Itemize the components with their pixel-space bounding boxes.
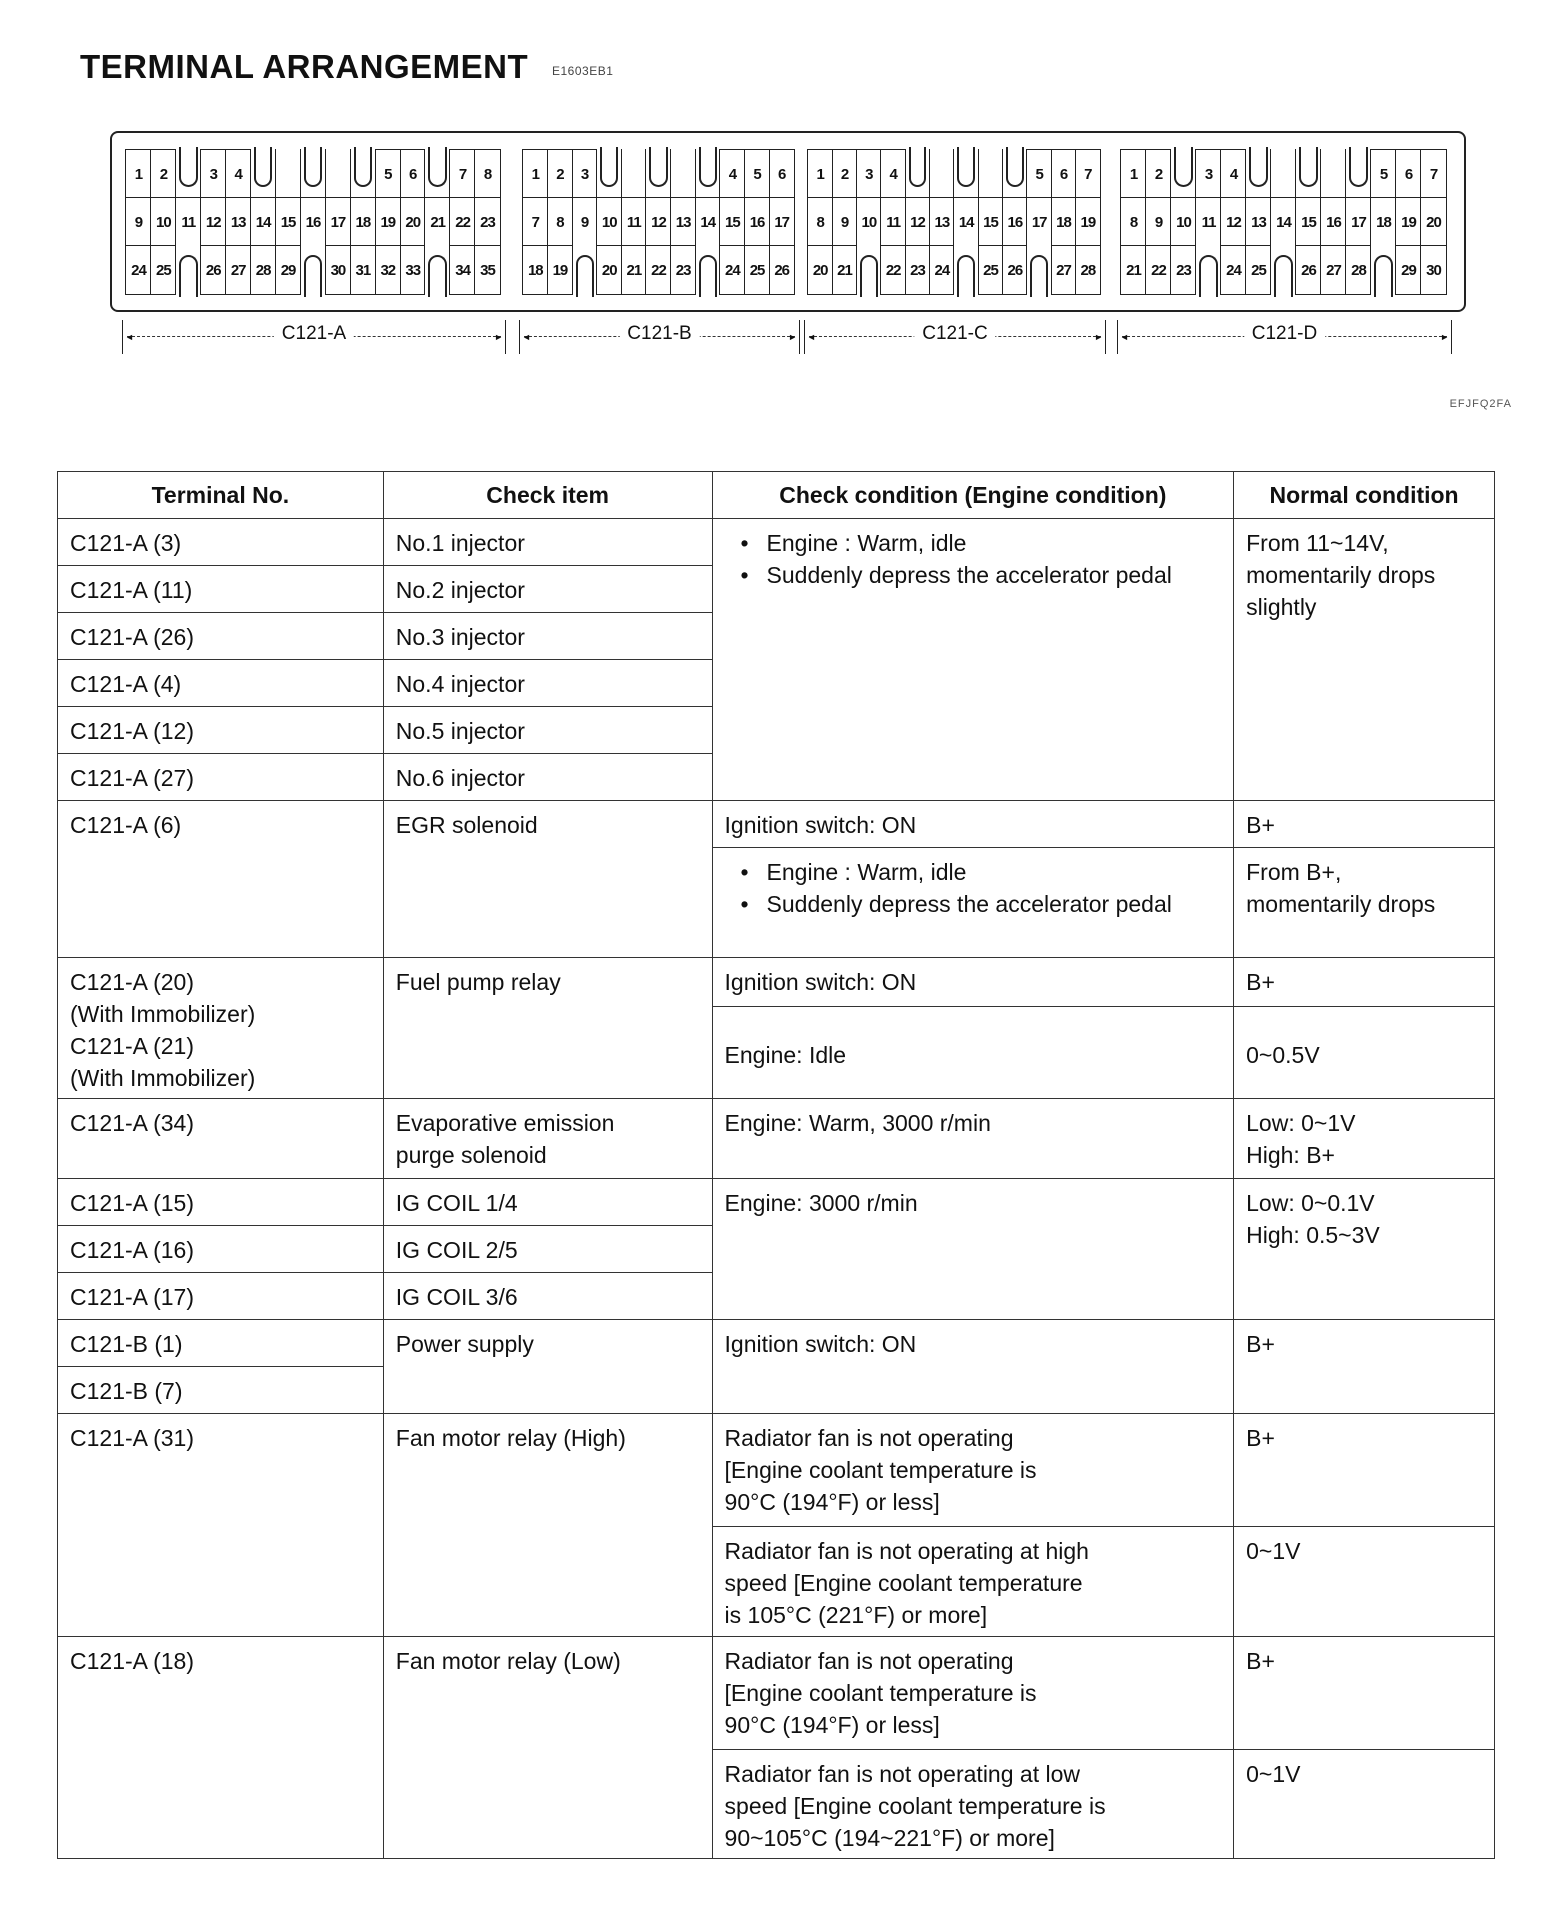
terminal-pin: 8 [807, 197, 833, 247]
table-cell: C121-A (34) [58, 1099, 384, 1179]
table-cell: C121-A (15) [58, 1179, 384, 1226]
blank-cavity [621, 149, 647, 199]
terminal-pin: 22 [645, 245, 671, 295]
table-cell: C121-A (16) [58, 1226, 384, 1273]
table-cell: C121-A (31) [58, 1414, 384, 1637]
connector-c121-a [126, 150, 500, 294]
terminal-pin: 23 [670, 245, 696, 295]
terminal-pin: 7 [1075, 149, 1101, 199]
table-cell: Radiator fan is not operating at high speed [Engine coolant temperature is 105°C (221°F) or more] [712, 1527, 1234, 1637]
key-notch [953, 245, 979, 295]
connector-c121-d [1121, 150, 1446, 294]
table-row [58, 1414, 1495, 1527]
terminal-pin: 15 [275, 197, 301, 247]
terminal-pin: 3 [1195, 149, 1222, 199]
column-header: Check condition (Engine condition) [712, 472, 1234, 519]
table-cell: EGR solenoid [383, 801, 712, 958]
key-notch [250, 149, 276, 199]
key-notch [695, 149, 721, 199]
terminal-pin: 2 [832, 149, 858, 199]
terminal-pin: 21 [621, 245, 647, 295]
terminal-pin: 5 [1370, 149, 1397, 199]
key-notch [1245, 149, 1272, 199]
table-cell: No.4 injector [383, 660, 712, 707]
table-cell: C121-A (27) [58, 754, 384, 801]
terminal-pin: 2 [547, 149, 573, 199]
connector-c121-c [808, 150, 1100, 294]
table-cell: Low: 0~0.1V High: 0.5~3V [1234, 1179, 1495, 1320]
terminal-pin: 6 [400, 149, 426, 199]
figure-code: EFJFQ2FA [1449, 398, 1512, 410]
connector-span-label: ◄ ► C121-A [122, 320, 506, 354]
terminal-pin: 7 [1420, 149, 1447, 199]
terminal-pin: 2 [150, 149, 176, 199]
terminal-pin: 28 [250, 245, 276, 295]
connector-name: C121-C [914, 323, 995, 345]
connector-c121-b [523, 150, 794, 294]
terminal-pin: 4 [1220, 149, 1247, 199]
terminal-pin: 13 [929, 197, 955, 247]
key-notch [572, 245, 598, 295]
key-notch [175, 149, 201, 199]
terminal-pin: 12 [200, 197, 226, 247]
table-cell: Fuel pump relay [383, 958, 712, 1099]
terminal-pin: 3 [200, 149, 226, 199]
key-notch [856, 245, 882, 295]
terminal-pin: 8 [1120, 197, 1147, 247]
connector-span-label: ◄ ► C121-C [804, 320, 1106, 354]
terminal-pin: 1 [807, 149, 833, 199]
terminal-pin: 12 [905, 197, 931, 247]
table-row [58, 801, 1495, 848]
table-cell: Fan motor relay (High) [383, 1414, 712, 1637]
table-cell: Engine: 3000 r/min [712, 1179, 1234, 1320]
table-cell: No.2 injector [383, 566, 712, 613]
table-cell: Radiator fan is not operating [Engine coolant temperature is 90°C (194°F) or less] [712, 1637, 1234, 1750]
terminal-pin: 17 [325, 197, 351, 247]
bullet-item: • Suddenly depress the accelerator pedal [767, 559, 1222, 591]
table-cell: IG COIL 3/6 [383, 1273, 712, 1320]
terminal-pin: 23 [1170, 245, 1197, 295]
key-notch [300, 149, 326, 199]
table-cell: IG COIL 1/4 [383, 1179, 712, 1226]
table-cell: Low: 0~1V High: B+ [1234, 1099, 1495, 1179]
key-notch [695, 245, 721, 295]
terminal-pin: 23 [474, 197, 500, 247]
terminal-pin: 22 [880, 245, 906, 295]
terminal-pin: 16 [300, 197, 326, 247]
table-row [58, 1320, 1495, 1367]
terminal-pin: 1 [125, 149, 151, 199]
terminal-pin: 28 [1345, 245, 1372, 295]
key-notch [350, 149, 376, 199]
table-cell: C121-A (11) [58, 566, 384, 613]
table-row [58, 1179, 1495, 1226]
section-code: E1603EB1 [552, 64, 614, 78]
section-title: TERMINAL ARRANGEMENT [80, 48, 529, 85]
terminal-pin: 32 [375, 245, 401, 295]
table-cell: Power supply [383, 1320, 712, 1414]
connector-name: C121-B [619, 323, 699, 345]
terminal-pin: 25 [150, 245, 176, 295]
table-cell: B+ [1234, 958, 1495, 1007]
terminal-pin: 14 [695, 197, 721, 247]
terminal-pin: 18 [1051, 197, 1077, 247]
terminal-pin: 7 [449, 149, 475, 199]
blank-cavity [978, 149, 1004, 199]
terminal-pin: 18 [1370, 197, 1397, 247]
key-notch [1002, 149, 1028, 199]
connector-name: C121-D [1244, 323, 1325, 345]
key-notch [175, 245, 201, 295]
table-cell: Engine: Idle [712, 1007, 1234, 1099]
table-cell: C121-A (18) [58, 1637, 384, 1859]
terminal-pin: 23 [905, 245, 931, 295]
table-cell: 0~1V [1234, 1750, 1495, 1859]
table-cell: No.5 injector [383, 707, 712, 754]
table-cell: C121-A (12) [58, 707, 384, 754]
terminal-pin: 33 [400, 245, 426, 295]
table-cell [712, 848, 1234, 958]
table-cell: B+ [1234, 1637, 1495, 1750]
table-row [58, 958, 1495, 1007]
terminal-pin: 3 [572, 149, 598, 199]
table-cell: C121-B (7) [58, 1367, 384, 1414]
terminal-pin: 16 [1002, 197, 1028, 247]
table-cell: C121-A (6) [58, 801, 384, 958]
terminal-pin: 9 [572, 197, 598, 247]
blank-cavity [929, 149, 955, 199]
column-header: Check item [383, 472, 712, 519]
table-cell: Radiator fan is not operating at low speed [Engine coolant temperature is 90~105°C (194~221°F) or more] [712, 1750, 1234, 1859]
terminal-pin: 17 [1345, 197, 1372, 247]
terminal-pin: 21 [424, 197, 450, 247]
terminal-pin: 10 [1170, 197, 1197, 247]
terminal-pin: 31 [350, 245, 376, 295]
key-notch [1370, 245, 1397, 295]
terminal-pin: 14 [1270, 197, 1297, 247]
terminal-pin: 21 [832, 245, 858, 295]
key-notch [424, 149, 450, 199]
terminal-pin: 4 [880, 149, 906, 199]
terminal-pin: 4 [719, 149, 745, 199]
terminal-pin: 25 [744, 245, 770, 295]
terminal-pin: 26 [1295, 245, 1322, 295]
bullet-list [725, 856, 1222, 920]
table-cell: C121-A (4) [58, 660, 384, 707]
terminal-pin: 29 [1395, 245, 1422, 295]
terminal-pin: 5 [1026, 149, 1052, 199]
table-cell: C121-A (17) [58, 1273, 384, 1320]
key-notch [1170, 149, 1197, 199]
table-cell: C121-B (1) [58, 1320, 384, 1367]
terminal-pin: 29 [275, 245, 301, 295]
table-cell: C121-A (26) [58, 613, 384, 660]
terminal-pin: 24 [719, 245, 745, 295]
terminal-pin: 14 [953, 197, 979, 247]
table-cell: C121-A (3) [58, 519, 384, 566]
terminal-pin: 3 [856, 149, 882, 199]
table-cell [712, 519, 1234, 801]
terminal-pin: 13 [225, 197, 251, 247]
terminal-pin: 24 [929, 245, 955, 295]
terminal-pin: 25 [978, 245, 1004, 295]
terminal-pin: 16 [1320, 197, 1347, 247]
terminal-pin: 18 [522, 245, 548, 295]
key-notch [953, 149, 979, 199]
terminal-pin: 16 [744, 197, 770, 247]
column-header: Terminal No. [58, 472, 384, 519]
table-cell: 0~1V [1234, 1527, 1495, 1637]
terminal-pin: 9 [125, 197, 151, 247]
table-cell: No.3 injector [383, 613, 712, 660]
terminal-pin: 8 [474, 149, 500, 199]
connector-span-label: ◄ ► C121-D [1117, 320, 1452, 354]
terminal-pin: 7 [522, 197, 548, 247]
table-cell: Ignition switch: ON [712, 958, 1234, 1007]
terminal-pin: 20 [1420, 197, 1447, 247]
terminal-pin: 17 [1026, 197, 1052, 247]
terminal-pin: 19 [547, 245, 573, 295]
terminal-pin: 1 [522, 149, 548, 199]
key-notch [424, 245, 450, 295]
table-cell: B+ [1234, 801, 1495, 848]
terminal-pin: 11 [175, 197, 201, 247]
terminal-pin: 19 [1395, 197, 1422, 247]
table-header-row [58, 472, 1495, 519]
terminal-pin: 22 [449, 197, 475, 247]
terminal-pin: 26 [200, 245, 226, 295]
terminal-pin: 34 [449, 245, 475, 295]
terminal-pin: 13 [670, 197, 696, 247]
terminal-pin: 1 [1120, 149, 1147, 199]
key-notch [1345, 149, 1372, 199]
terminal-pin: 4 [225, 149, 251, 199]
terminal-check-table [57, 471, 1495, 1859]
terminal-pin: 27 [1320, 245, 1347, 295]
table-cell: 0~0.5V [1234, 1007, 1495, 1099]
terminal-pin: 15 [978, 197, 1004, 247]
terminal-pin: 6 [769, 149, 795, 199]
table-row [58, 1637, 1495, 1750]
key-notch [596, 149, 622, 199]
table-cell: Fan motor relay (Low) [383, 1637, 712, 1859]
terminal-pin: 21 [1120, 245, 1147, 295]
key-notch [1270, 245, 1297, 295]
table-cell: B+ [1234, 1414, 1495, 1527]
table-cell: No.6 injector [383, 754, 712, 801]
terminal-pin: 10 [856, 197, 882, 247]
terminal-pin: 8 [547, 197, 573, 247]
blank-cavity [325, 149, 351, 199]
bullet-item: • Engine : Warm, idle [767, 527, 1222, 559]
terminal-pin: 18 [350, 197, 376, 247]
terminal-pin: 12 [1220, 197, 1247, 247]
terminal-pin: 11 [621, 197, 647, 247]
connector-name: C121-A [274, 323, 354, 345]
terminal-pin: 10 [596, 197, 622, 247]
terminal-pin: 20 [807, 245, 833, 295]
connector-span-label: ◄ ► C121-B [519, 320, 800, 354]
key-notch [645, 149, 671, 199]
key-notch [300, 245, 326, 295]
terminal-pin: 5 [375, 149, 401, 199]
terminal-pin: 26 [769, 245, 795, 295]
table-cell: Evaporative emission purge solenoid [383, 1099, 712, 1179]
terminal-pin: 2 [1145, 149, 1172, 199]
table-cell: B+ [1234, 1320, 1495, 1414]
blank-cavity [1270, 149, 1297, 199]
blank-cavity [275, 149, 301, 199]
terminal-pin: 35 [474, 245, 500, 295]
table-cell: Ignition switch: ON [712, 1320, 1234, 1414]
blank-cavity [1320, 149, 1347, 199]
table-cell: Radiator fan is not operating [Engine coolant temperature is 90°C (194°F) or less] [712, 1414, 1234, 1527]
terminal-pin: 20 [400, 197, 426, 247]
table-cell: Ignition switch: ON [712, 801, 1234, 848]
key-notch [1195, 245, 1222, 295]
terminal-pin: 12 [645, 197, 671, 247]
key-notch [1026, 245, 1052, 295]
terminal-pin: 22 [1145, 245, 1172, 295]
terminal-pin: 19 [1075, 197, 1101, 247]
bullet-item: • Suddenly depress the accelerator pedal [767, 888, 1222, 920]
terminal-pin: 9 [1145, 197, 1172, 247]
terminal-pin: 15 [1295, 197, 1322, 247]
blank-cavity [670, 149, 696, 199]
terminal-pin: 6 [1395, 149, 1422, 199]
terminal-pin: 19 [375, 197, 401, 247]
terminal-pin: 11 [880, 197, 906, 247]
terminal-pin: 10 [150, 197, 176, 247]
terminal-pin: 14 [250, 197, 276, 247]
bullet-list [725, 527, 1222, 591]
terminal-pin: 25 [1245, 245, 1272, 295]
terminal-pin: 6 [1051, 149, 1077, 199]
table-cell: Engine: Warm, 3000 r/min [712, 1099, 1234, 1179]
terminal-pin: 26 [1002, 245, 1028, 295]
table-cell: No.1 injector [383, 519, 712, 566]
terminal-pin: 30 [1420, 245, 1447, 295]
terminal-pin: 30 [325, 245, 351, 295]
terminal-pin: 20 [596, 245, 622, 295]
terminal-pin: 9 [832, 197, 858, 247]
table-cell: C121-A (20) (With Immobilizer) C121-A (21) (With Immobilizer) [58, 958, 384, 1099]
terminal-pin: 24 [1220, 245, 1247, 295]
table-cell: From 11~14V, momentarily drops slightly [1234, 519, 1495, 801]
table-row [58, 519, 1495, 566]
terminal-pin: 11 [1195, 197, 1222, 247]
key-notch [905, 149, 931, 199]
table-cell: From B+, momentarily drops [1234, 848, 1495, 958]
column-header: Normal condition [1234, 472, 1495, 519]
terminal-pin: 27 [1051, 245, 1077, 295]
terminal-pin: 13 [1245, 197, 1272, 247]
terminal-pin: 5 [744, 149, 770, 199]
bullet-item: • Engine : Warm, idle [767, 856, 1222, 888]
table-row [58, 1099, 1495, 1179]
key-notch [1295, 149, 1322, 199]
terminal-pin: 27 [225, 245, 251, 295]
terminal-pin: 28 [1075, 245, 1101, 295]
table-cell: IG COIL 2/5 [383, 1226, 712, 1273]
terminal-pin: 17 [769, 197, 795, 247]
terminal-pin: 15 [719, 197, 745, 247]
terminal-pin: 24 [125, 245, 151, 295]
